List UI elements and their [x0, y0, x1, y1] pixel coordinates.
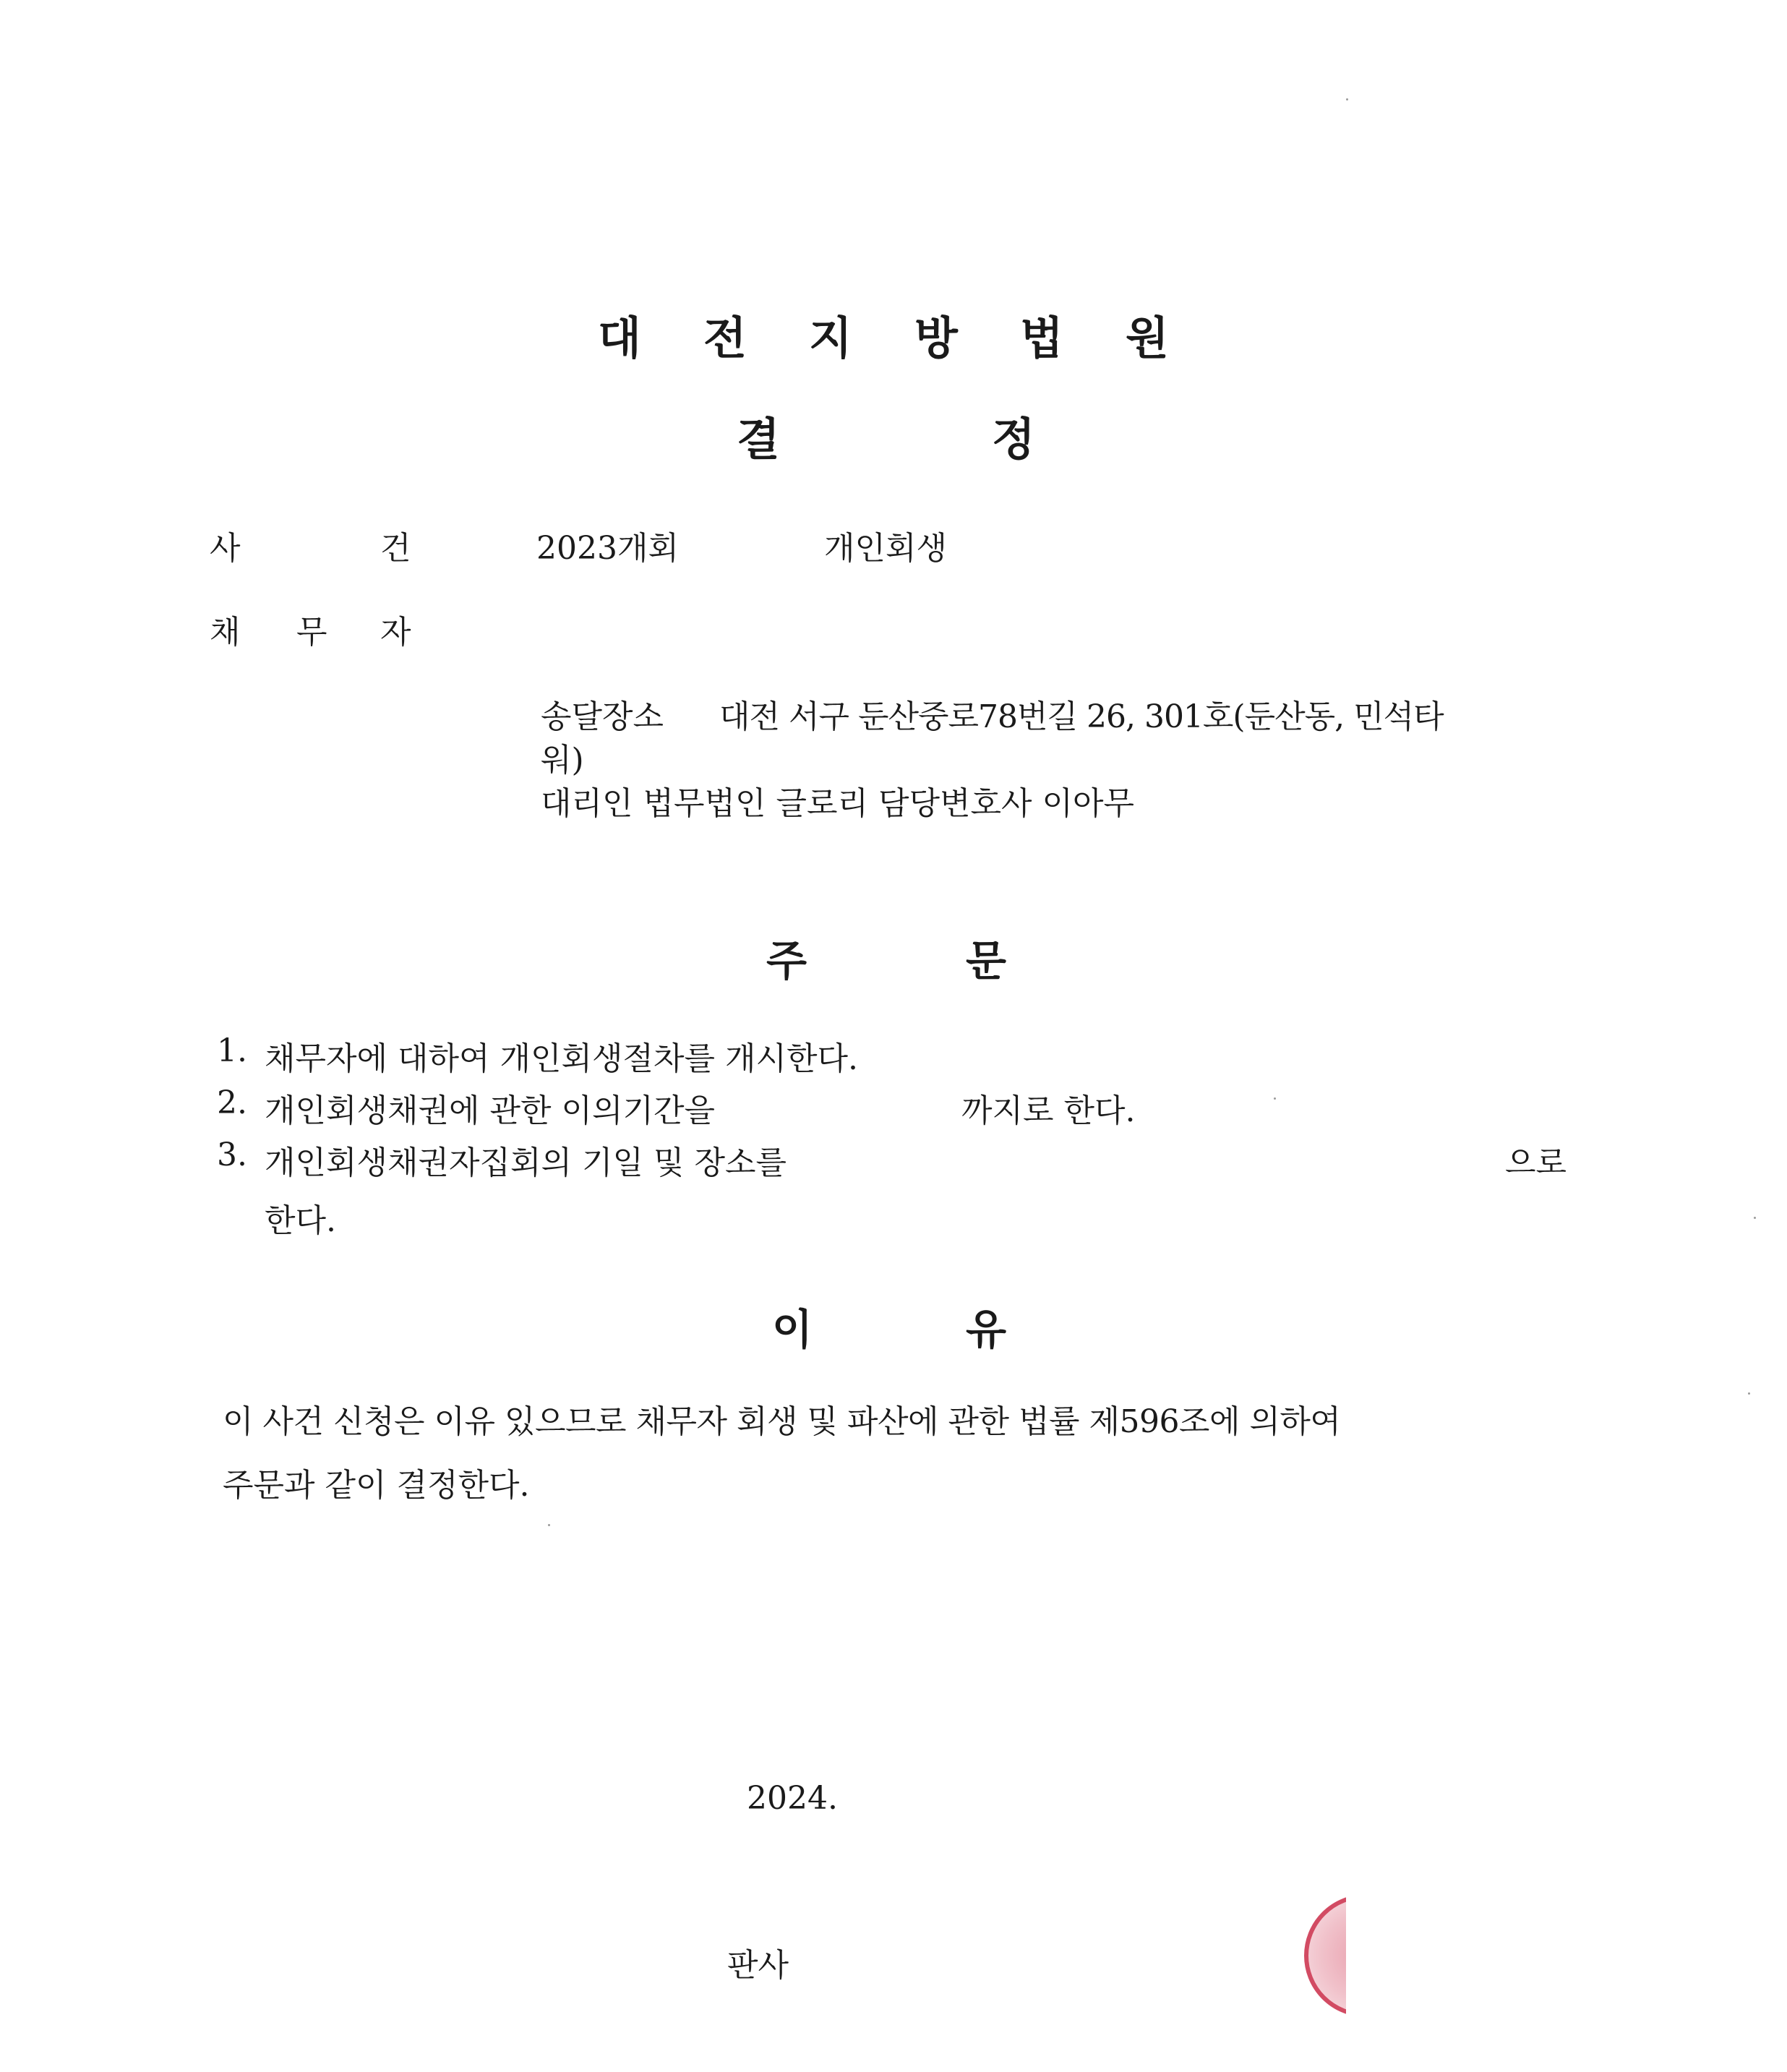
case-number: 2023개회 — [536, 530, 679, 567]
order-item-3-text: 개인회생채권자집회의 기일 및 장소를 — [265, 1144, 787, 1181]
debtor-agent: 대리인 법무법인 글로리 담당변호사 이아무 — [541, 785, 1135, 822]
scan-speck — [1754, 1217, 1756, 1219]
order-item-3-number: 3. — [217, 1136, 247, 1173]
order-heading — [0, 927, 1787, 985]
scan-speck — [1346, 98, 1348, 100]
order-item-1-text: 채무자에 대하여 개인회생절차를 개시한다. — [265, 1040, 859, 1077]
case-label-char: 사 — [210, 530, 241, 567]
decision-title — [0, 403, 1787, 466]
scan-speck — [548, 1524, 550, 1526]
order-item-2-tail: 까지로 한다. — [961, 1092, 1136, 1129]
order-item-1-number: 1. — [217, 1032, 247, 1069]
order-item-3-continuation: 한다. — [265, 1202, 336, 1239]
reason-line-1: 이 사건 신청은 이유 있으므로 채무자 회생 및 파산에 관한 법률 제596조에 의하여 — [223, 1403, 1341, 1440]
order-heading-char: 문 — [966, 936, 1007, 985]
decision-title-char: 정 — [992, 413, 1037, 466]
order-item-2-text: 개인회생채권에 관한 이의기간을 — [265, 1092, 716, 1129]
court-name — [0, 302, 1787, 364]
decision-date: 2024. — [747, 1780, 838, 1817]
case-label-char: 건 — [380, 530, 411, 567]
case-type: 개인회생 — [824, 530, 948, 567]
court-name-char: 방 — [914, 312, 959, 364]
seal-circle — [1304, 1894, 1346, 2017]
scan-speck — [1274, 1097, 1276, 1100]
court-name-char: 전 — [703, 312, 748, 364]
decision-title-char: 결 — [737, 413, 781, 466]
address-line1: 대전 서구 둔산중로78번길 26, 301호(둔산동, 민석타 — [719, 698, 1444, 735]
address-label: 송달장소 — [541, 698, 664, 735]
address-line2: 워) — [541, 742, 584, 779]
order-item-2-number: 2. — [217, 1084, 247, 1121]
debtor-label-char: 자 — [380, 614, 411, 651]
reason-heading-char: 유 — [966, 1305, 1007, 1354]
court-seal-stamp — [1301, 1894, 1346, 2017]
scan-speck — [1748, 1392, 1750, 1395]
court-name-char: 법 — [1020, 312, 1065, 364]
reason-heading-char: 이 — [772, 1305, 813, 1354]
order-heading-char: 주 — [766, 936, 807, 985]
order-item-3-tail: 으로 — [1505, 1144, 1567, 1181]
judge-label: 판사 — [727, 1947, 789, 1984]
court-name-char: 지 — [809, 312, 854, 364]
debtor-label-char: 채 — [210, 614, 241, 651]
case-label — [0, 522, 506, 565]
court-name-char: 원 — [1126, 312, 1170, 364]
reason-heading — [0, 1296, 1787, 1354]
reason-line-2: 주문과 같이 결정한다. — [223, 1467, 530, 1504]
debtor-label — [0, 606, 506, 649]
debtor-label-char: 무 — [296, 614, 327, 651]
court-name-char: 대 — [598, 312, 643, 364]
